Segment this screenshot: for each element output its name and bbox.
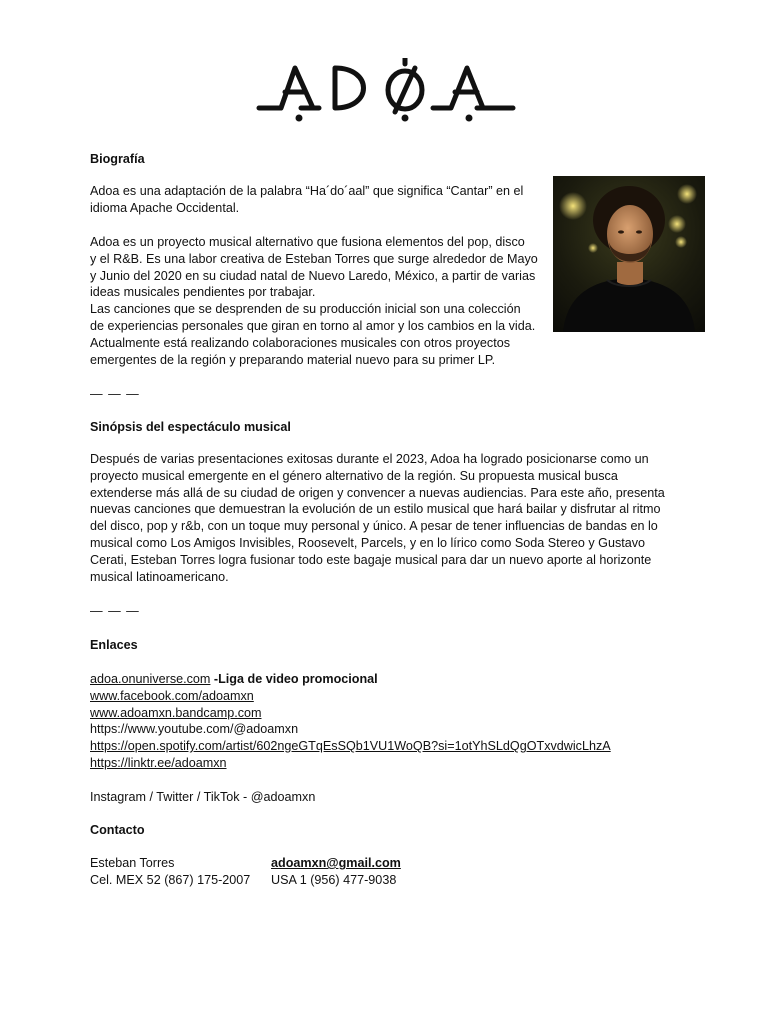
bio-line: Adoa es una adaptación de la palabra “Ha´do´aal” que significa “Cantar” en el: [90, 184, 524, 198]
link-row-onuniverse: [90, 671, 690, 688]
synopsis-paragraph: [90, 451, 690, 585]
bio-line: Actualmente está realizando colaboraciones musicales con otros proyectos: [90, 335, 511, 350]
section-divider: — — —: [90, 604, 140, 618]
bandcamp-link[interactable]: www.adoamxn.bandcamp.com: [90, 705, 262, 720]
bio-line: y el R&B. Es una labor creativa de Esteban Torres que surge alrededor de Mayo: [90, 251, 538, 266]
links-list: [90, 671, 690, 772]
youtube-url: https://www.youtube.com/@adoamxn: [90, 722, 299, 737]
adoa-logo-graphic: [255, 58, 517, 128]
bio-paragraph-1: [90, 183, 550, 217]
contact-right-column: [271, 855, 471, 889]
bio-line: idioma Apache Occidental.: [90, 200, 240, 215]
bio-line: Adoa es un proyecto musical alternativo que fusiona elementos del pop, disco: [90, 235, 525, 249]
contact-heading-text: Contacto: [90, 823, 145, 837]
bio-line: de experiencias personales que giran en torno al amor y los cambios en la vida.: [90, 318, 536, 333]
bio-heading: [90, 151, 145, 168]
synopsis-line: musical latinoamericano.: [90, 569, 229, 584]
synopsis-line: Cerati, Esteban Torres logra fusionar todo este bagaje musical para dar un nuevo aporte al horizonte: [90, 552, 652, 567]
artist-photo-image: [553, 176, 705, 332]
bio-line: emergentes de la región y preparando material nuevo para su primer LP.: [90, 352, 496, 367]
bio-heading-text: Biografía: [90, 152, 145, 166]
contact-name: Esteban Torres: [90, 856, 175, 870]
bio-line: ideas musicales pendientes por trabajar.: [90, 285, 316, 300]
contact-email-link[interactable]: adoamxn@gmail.com: [271, 856, 401, 870]
contact-heading: [90, 822, 145, 839]
contact-left-column: [90, 855, 270, 889]
synopsis-heading-text: Sinópsis del espectáculo musical: [90, 420, 291, 434]
links-heading-text: Enlaces: [90, 638, 138, 652]
synopsis-heading: [90, 419, 291, 436]
linktree-link[interactable]: https://linktr.ee/adoamxn: [90, 755, 227, 770]
social-handles: Instagram / Twitter / TikTok - @adoamxn: [90, 790, 316, 804]
bio-line: Las canciones que se desprenden de su producción inicial son una colección: [90, 302, 521, 317]
spotify-link[interactable]: https://open.spotify.com/artist/602ngeGTqEsSQb1VU1WoQB?si=1otYhSLdQgOTxvdwicLhzA: [90, 739, 611, 754]
onuniverse-link[interactable]: adoa.onuniverse.com: [90, 672, 211, 686]
contact-phone-mx: Cel. MEX 52 (867) 175-2007: [90, 872, 251, 887]
synopsis-line: extenderse más allá de su ciudad de origen y convencer a nuevas audiencias. Para este año, presenta: [90, 485, 665, 500]
synopsis-line: Después de varias presentaciones exitosas durante el 2023, Adoa ha logrado posicionarse como un: [90, 452, 649, 466]
section-divider: — — —: [90, 387, 140, 401]
synopsis-line: proyecto musical emergente en el género alternativo de la región. Su propuesta musical busca: [90, 468, 618, 483]
synopsis-line: del disco, pop y r&b, con un toque muy personal y único. A pesar de tener influencias de bandas en lo: [90, 519, 658, 534]
adoa-logo: [255, 58, 517, 128]
artist-photo: [553, 176, 705, 332]
bio-paragraph-2: [90, 234, 550, 368]
links-heading: [90, 637, 138, 654]
synopsis-line: nuevas canciones que demuestran la evolución de un estilo musical que hará bailar y disfrutar al ritmo: [90, 502, 661, 517]
contact-phone-us: USA 1 (956) 477-9038: [271, 872, 397, 887]
onuniverse-note: -Liga de video promocional: [210, 672, 378, 686]
bio-line: y Junio del 2020 en su ciudad natal de Nuevo Laredo, México, a partir de varias: [90, 268, 536, 283]
facebook-link[interactable]: www.facebook.com/adoamxn: [90, 688, 254, 703]
synopsis-line: musical como Los Amigos Invisibles, Roosevelt, Parcels, y en lo lírico como Soda Stereo y Gustavo: [90, 535, 646, 550]
